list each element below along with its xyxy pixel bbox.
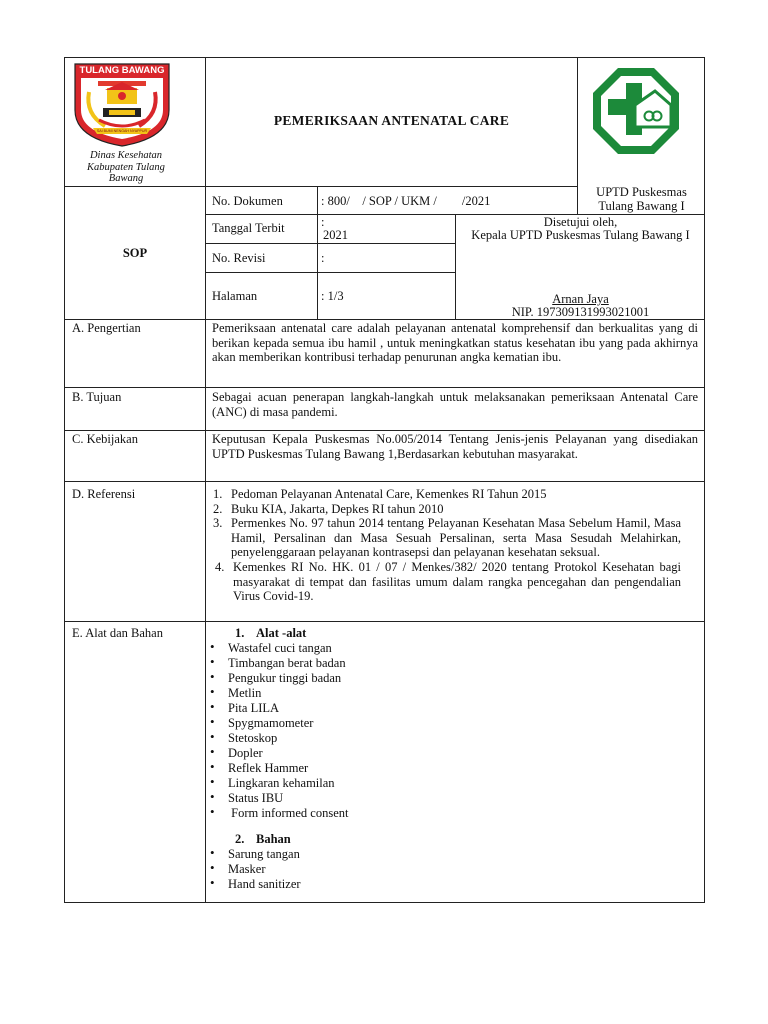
tulang-bawang-emblem [71,62,173,148]
bahan-heading-num: 2. [235,832,245,846]
list-item: • Reflek Hammer [206,761,506,776]
bahan-heading: Bahan [256,832,291,846]
referensi-label: D. Referensi [72,487,136,501]
halaman-label: Halaman [212,289,258,303]
list-item: • Timbangan berat badan [206,656,506,671]
list-item: • Spygmamometer [206,716,506,731]
list-item: • Masker [206,862,506,877]
revisi-row-bottom [205,272,455,273]
approver-name: Arnan Jaya [552,292,609,306]
list-item: • Hand sanitizer [206,877,506,892]
alat-list [206,641,506,821]
pengertian-label: A. Pengertian [72,321,141,335]
terbit-value: 2021 [323,228,348,242]
pengertian-row-bottom [65,387,705,388]
terbit-label: Tanggal Terbit [212,221,285,235]
title-row-bottom [205,186,577,187]
list-item: 3. Permenkes No. 97 tahun 2014 tentang Pelayanan Kesehatan Masa Sebelum Hamil, Masa Hamil, Persalinan dan Masa Sesuah Persalinan, serta Masa Sesudah Melahirkan, penyelenggaraan pelayanan kontrasepsi dan pelayanan kesehatan seksual. [213,516,681,560]
puskesmas-logo [591,65,681,157]
alat-heading-num: 1. [235,626,245,640]
tujuan-text: Sebagai acuan penerapan langkah-langkah untuk melaksanakan pemeriksaan Antenatal Care (ANC) di masa pandemi. [212,390,698,419]
tujuan-label: B. Tujuan [72,390,122,404]
logo-row-bottom [65,186,205,187]
pengertian-text: Pemeriksaan antenatal care adalah pelayanan antenatal komprehensif dan berkualitas yang di berikan kepada semua ibu hamil , untuk meningkatkan status kesehatan ibu yang pada akhirnya akan memberikan kontribusi terhadap penurunan angka kematian ibu. [212,321,698,365]
referensi-list [213,487,681,604]
revisi-label: No. Revisi [212,251,266,265]
label-value-divider [317,186,318,319]
list-item: • Status IBU [206,791,506,806]
referensi-row-bottom [65,621,705,622]
sop-label: SOP [122,246,148,260]
approval-position: Kepala UPTD Puskesmas Tulang Bawang I [471,228,690,242]
list-item: • Sarung tangan [206,847,506,862]
list-item: • Lingkaran kehamilan [206,776,506,791]
alat-heading: Alat -alat [256,626,307,640]
bahan-list [206,847,506,892]
list-item: • Pengukur tinggi badan [206,671,506,686]
logo-banner-text: TULANG BAWANG [79,65,165,76]
terbit-row-bottom [205,243,455,244]
dokumen-label: No. Dokumen [212,194,283,208]
facility-name: UPTD Puskesmas Tulang Bawang I [596,185,687,213]
list-item: • Pita LILA [206,701,506,716]
document-title: PEMERIKSAAN ANTENATAL CARE [273,113,510,128]
list-item: 2. Buku KIA, Jakarta, Depkes RI tahun 2010 [213,501,444,516]
list-item: • Wastafel cuci tangan [206,641,506,656]
kebijakan-row-bottom [65,481,705,482]
alat-label: E. Alat dan Bahan [72,626,163,640]
list-item: • Stetoskop [206,731,506,746]
list-item: 1. Pedoman Pelayanan Antenatal Care, Kemenkes RI Tahun 2015 [213,487,547,501]
sop-document [64,57,705,903]
kebijakan-label: C. Kebijakan [72,432,138,446]
logo-motto-text: SAI BUMI NENGAH NYAPPUR [96,129,148,133]
list-item: 4. Kemenkes RI No. HK. 01 / 07 / Menkes/382/ 2020 tentang Protokol Kesehatan bagi masyarakat di tempat dan fasilitas umum dalam rangka pencegahan dan pengendalian Virus Covid-19. [215,559,681,604]
revisi-value: : [321,251,325,265]
halaman-value: : 1/3 [321,289,344,303]
kebijakan-text: Keputusan Kepala Puskesmas No.005/2014 Tentang Jenis-jenis Pelayanan yang disediakan UPTD Puskesmas Tulang Bawang 1,Berdasarkan kebutuhan masyarakat. [212,432,698,461]
list-item: • Form informed consent [206,806,506,821]
terbit-colon: : [321,215,325,229]
list-item: • Dopler [206,746,506,761]
dokumen-value: : 800/ / SOP / UKM / /2021 [321,194,491,208]
approval-by: Disetujui oleh, [543,215,618,229]
agency-name: Dinas Kesehatan Kabupaten Tulang Bawang [87,150,165,184]
tujuan-row-bottom [65,430,705,431]
approver-nip: NIP. 197309131993021001 [511,305,650,319]
list-item: • Metlin [206,686,506,701]
